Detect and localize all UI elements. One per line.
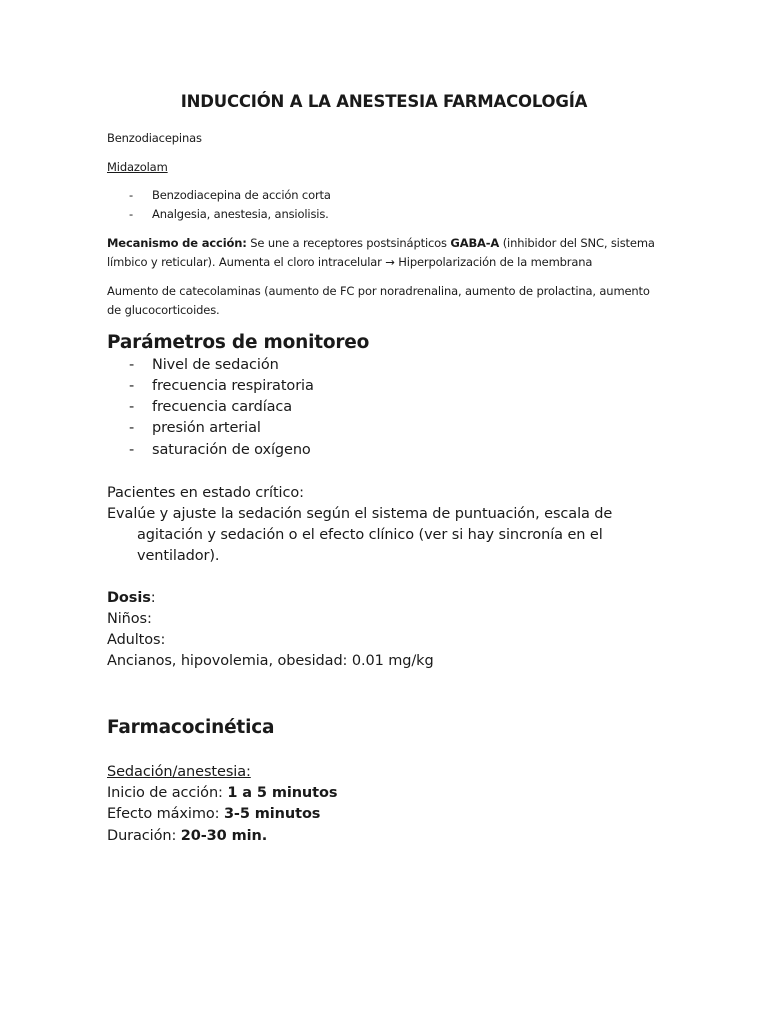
- critical-label: Pacientes en estado crítico:: [107, 485, 304, 501]
- dosing-label: Dosis:: [107, 590, 156, 606]
- critical-text-line-2: agitación y sedación o el efecto clínico (ver si hay sincronía en el: [137, 527, 603, 543]
- document-page: INDUCCIÓN A LA ANESTESIA FARMACOLOGÍA Benzodiacepinas Midazolam - Benzodiacepina de acción corta - Analgesia, anestesia, ansiolisis. Mecanismo de acción: Se une a receptores postsinápticos GABA-A (inhibidor del SNC, sistema límbico y reticular). Aumenta el cloro intracelular → Hiperpolarización de la membrana Aumento de catecolaminas (aumento de FC por noradrenalina, aumento de prolactina, aumento de glucocorticoides. Parámetros de monitoreo - Nivel de sedación - frecuencia respiratoria - frecuencia cardíaca - presión arterial - saturación de oxígeno Pacientes en estado crítico: Evalúe y ajuste la sedación según el sistema de puntuación, escala de agitación y sedación o el efecto clínico (ver si hay sincronía en el ventilador). Dosis: Niños: Adultos: Ancianos, hipovolemia, obesidad: 0.01 mg/kg Farmacocinética Sedación/anestesia: Inicio de acción: 1 a 5 minutos Efecto máximo: 3-5 minutos Duración: 20-30 min.: [0, 0, 768, 1024]
- dash-marker: -: [129, 378, 135, 394]
- dosing-children: Niños:: [107, 611, 152, 627]
- gaba-term: GABA-A: [450, 236, 500, 250]
- drug-class-label: Benzodiacepinas: [107, 131, 202, 145]
- dash-marker: -: [129, 357, 135, 373]
- dash-marker: -: [129, 420, 135, 436]
- catecholamines-line-1: Aumento de catecolaminas (aumento de FC por noradrenalina, aumento de prolactina, aumento: [107, 284, 650, 298]
- mechanism-line-1: Mecanismo de acción: Se une a receptores postsinápticos GABA-A (inhibidor del SNC, sistema: [107, 236, 655, 250]
- drug-name: Midazolam: [107, 160, 168, 174]
- arrow-right-icon: →: [385, 255, 395, 269]
- dosing-adults: Adultos:: [107, 632, 166, 648]
- mechanism-line-2: límbico y reticular). Aumenta el cloro intracelular → Hiperpolarización de la membrana: [107, 255, 593, 269]
- pk-duration: Duración: 20-30 min.: [107, 828, 268, 844]
- dosing-elderly: Ancianos, hipovolemia, obesidad: 0.01 mg/kg: [107, 653, 434, 669]
- critical-text-line-3: ventilador).: [137, 548, 220, 564]
- monitoring-heading: Parámetros de monitoreo: [107, 332, 370, 353]
- pk-onset: Inicio de acción: 1 a 5 minutos: [107, 785, 338, 801]
- pk-peak: Efecto máximo: 3-5 minutos: [107, 806, 321, 822]
- dash-marker: -: [129, 442, 135, 458]
- document-title: INDUCCIÓN A LA ANESTESIA FARMACOLOGÍA: [180, 92, 588, 111]
- mechanism-label: Mecanismo de acción:: [107, 236, 247, 250]
- catecholamines-line-2: de glucocorticoides.: [107, 303, 220, 317]
- dash-marker: -: [129, 207, 133, 221]
- pk-subheading: Sedación/anestesia:: [107, 764, 251, 780]
- critical-text-line-1: Evalúe y ajuste la sedación según el sistema de puntuación, escala de: [107, 506, 613, 522]
- dash-marker: -: [129, 399, 135, 415]
- pk-heading: Farmacocinética: [107, 717, 275, 738]
- dash-marker: -: [129, 188, 133, 202]
